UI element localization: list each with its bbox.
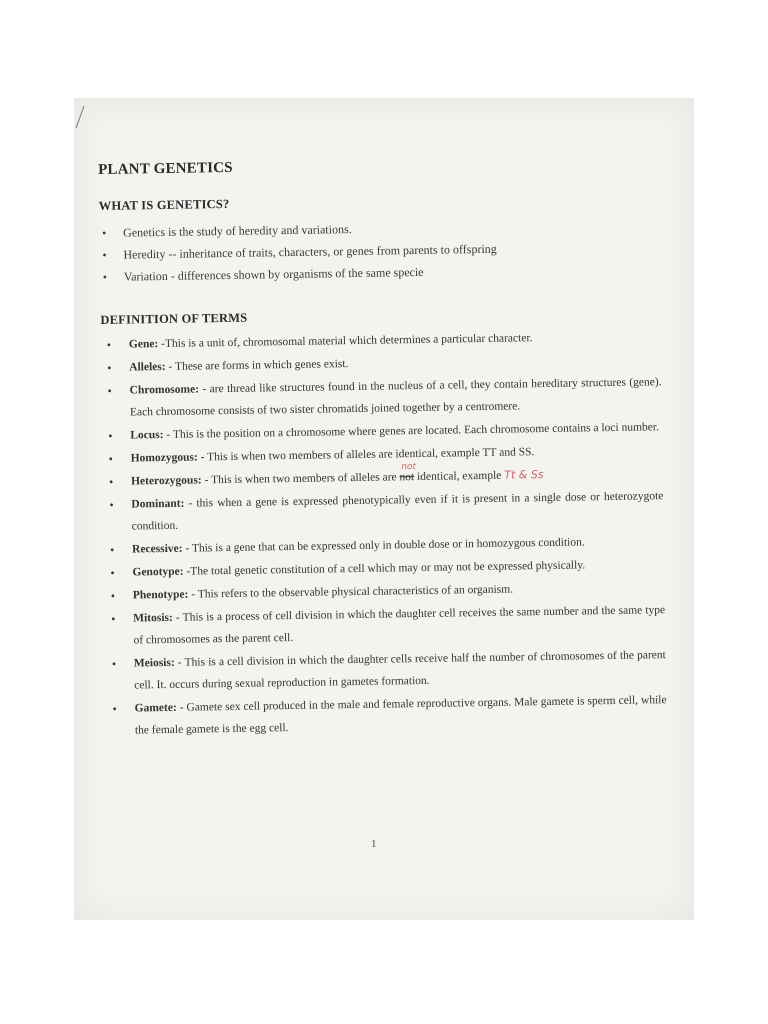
definition-item (106, 644, 667, 697)
definition-text: - This is a gene that can be expressed only in double dose or in homozygous condition. (182, 536, 585, 555)
bullet-icon: • (110, 565, 115, 580)
bullet-icon: • (102, 247, 107, 262)
bullet-icon: • (102, 269, 108, 284)
bullet-icon: • (107, 360, 112, 375)
definition-term: Dominant: (131, 497, 185, 511)
inserted-word: not (401, 462, 417, 473)
page-title: PLANT GENETICS (98, 159, 233, 178)
handwritten-correction (399, 462, 417, 488)
definition-text: - this when a gene is expressed phenotypically even if it is present in a single dose or heterozygote condition. (131, 490, 664, 533)
definition-text: - Gamete sex cell produced in the male and female reproductive organs. Male gamete is sperm cell, while the female gamete is the egg cell. (134, 694, 667, 737)
definition-text: -This is a unit of, chromosomal material which determines a particular character. (158, 332, 533, 351)
definition-text: - These are forms in which genes exist. (165, 358, 349, 373)
list-item-text: Heredity -- inheritance of traits, characters, or genes from parents to offspring (123, 241, 497, 262)
bullet-icon: • (107, 383, 112, 398)
definition-term: Recessive: (131, 542, 183, 556)
definition-term: Gamete: (134, 701, 177, 715)
pencil-mark (74, 98, 104, 138)
definition-term: Locus: (130, 429, 164, 442)
definition-text: - This is when two members of alleles are (201, 471, 400, 487)
page-number: 1 (371, 838, 377, 850)
bullet-icon: • (111, 656, 117, 671)
definition-term: Alleles: (129, 360, 166, 374)
definition-item (106, 689, 667, 742)
definition-text: - This refers to the observable physical characteristics of an organism. (188, 583, 514, 601)
definition-text: identical, example (414, 469, 505, 484)
document-page (74, 98, 694, 920)
definition-item (103, 485, 664, 538)
list-item (99, 239, 659, 263)
definition-term: Gene: (128, 338, 159, 351)
definitions-heading: DEFINITION OF TERMS (100, 310, 248, 327)
definition-text: - This is a cell division in which the daughter cells receive half the number of chromosomes of the parent cell. It. occurs during sexual reproduction in gametes formation. (134, 649, 666, 692)
list-item-text: Genetics is the study of heredity and variations. (123, 222, 352, 240)
bullet-icon: • (109, 542, 115, 557)
page-content (98, 153, 667, 743)
definition-item (105, 599, 666, 652)
definition-term: Genotype: (132, 565, 184, 579)
intro-list (99, 217, 660, 285)
bullet-icon: • (108, 428, 113, 443)
definition-term: Phenotype: (132, 588, 189, 602)
struck-word: not (399, 471, 415, 484)
definition-text: - This is when two members of alleles are identical, example TT and SS. (197, 446, 535, 464)
definition-term: Heterozygous: (130, 474, 202, 488)
definition-text: - This is the position on a chromosome where genes are located. Each chromosome contains a loci number. (163, 421, 660, 442)
bullet-icon: • (108, 474, 114, 489)
bullet-icon: • (110, 588, 116, 603)
list-item (99, 217, 659, 241)
bullet-icon: • (112, 701, 117, 716)
definition-term: Mitosis: (133, 611, 173, 625)
list-item-text: Variation - differences shown by organisms of the same specie (123, 264, 424, 284)
definition-item (101, 371, 662, 424)
bullet-icon: • (106, 337, 112, 352)
bullet-icon: • (102, 225, 107, 240)
definition-text: - are thread like structures found in the nucleus of a cell, they contain hereditary structures (gene). Each chromosome consists of two sister chromatids joined together by a centromere. (129, 376, 662, 419)
list-item (100, 261, 660, 285)
definitions-list (101, 325, 667, 742)
definition-text: -The total genetic constitution of a cell which may or may not be expressed physically. (183, 559, 586, 578)
handwritten-example: Tt & Ss (504, 468, 544, 482)
definition-term: Homozygous: (130, 451, 198, 465)
bullet-icon: • (109, 497, 114, 512)
definition-term: Meiosis: (133, 656, 175, 670)
definition-text: - This is a process of cell division in which the daughter cell receives the same number and the same type of chromosomes as the parent cell. (133, 604, 666, 647)
intro-heading: WHAT IS GENETICS? (98, 196, 230, 213)
bullet-icon: • (108, 451, 113, 466)
definition-term: Chromosome: (129, 383, 200, 397)
bullet-icon: • (111, 611, 116, 626)
